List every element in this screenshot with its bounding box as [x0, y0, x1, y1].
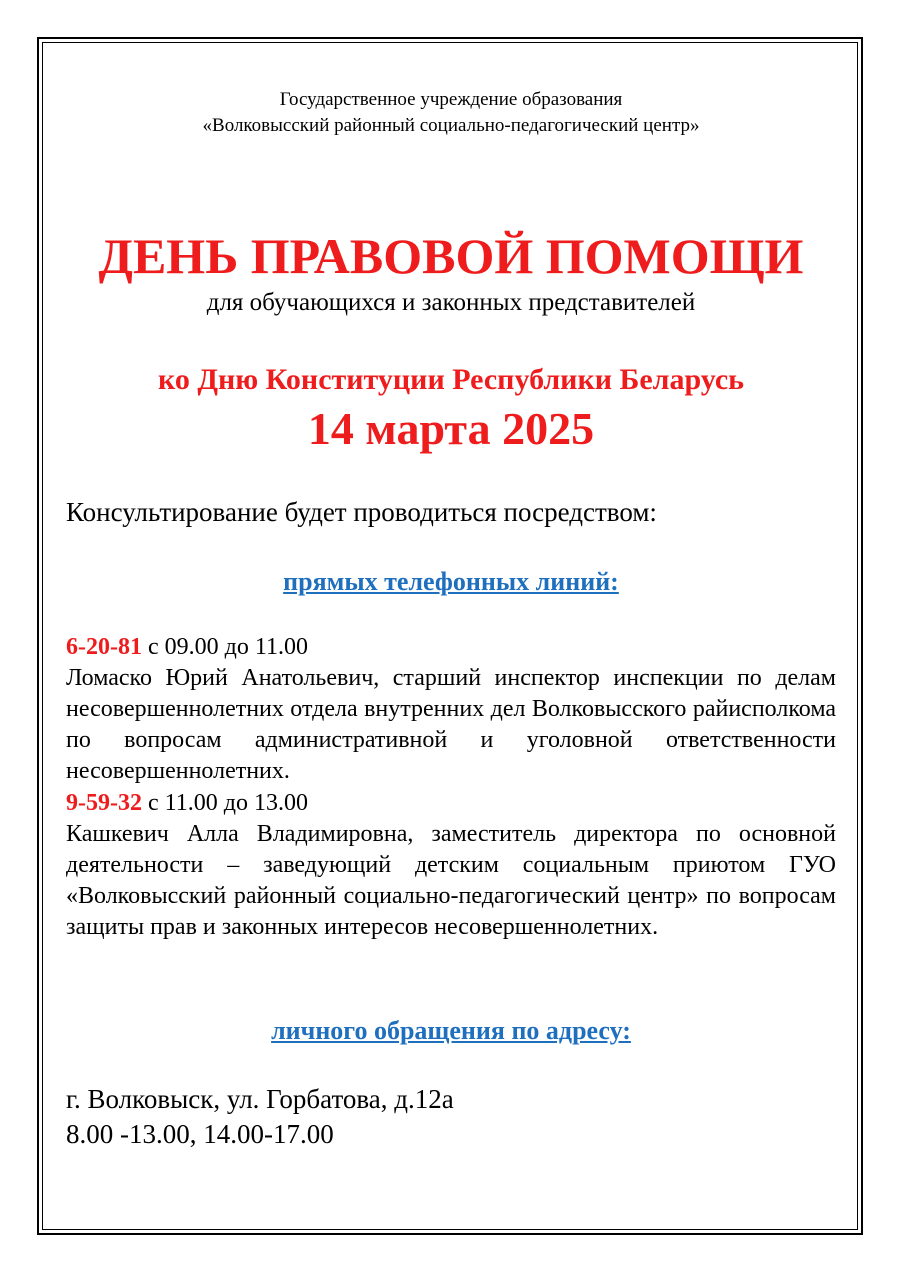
occasion-line: ко Дню Конституции Республики Беларусь [157, 363, 745, 396]
event-date: 14 марта 2025 [307, 403, 595, 454]
phone-entry-2-header [66, 788, 836, 819]
address-section-heading: личного обращения по адресу: [271, 1016, 631, 1045]
address-text: г. Волковыск, ул. Горбатова, д.12а [66, 1084, 454, 1114]
phone-hours: с 11.00 до 13.00 [141, 790, 308, 816]
phone-number[interactable]: 9-59-32 [66, 790, 142, 816]
page-subtitle: для обучающихся и законных представителей [206, 289, 696, 316]
phone-entry-2 [66, 788, 836, 943]
phone-entry-1-header [66, 632, 836, 663]
page-title: ДЕНЬ ПРАВОВОЙ ПОМОЩИ [98, 228, 804, 284]
intro-text: Консультирование будет проводиться посредством: [66, 497, 657, 527]
phone-entry-2-description: Кашкевич Алла Владимировна, заместитель директора по основной деятельности – заведующий детским социальным приютом ГУО «Волковысский районный социально-педагогический центр» по вопросам защиты прав и законных интересов несовершеннолетних. [66, 821, 836, 940]
office-hours: 8.00 -13.00, 14.00-17.00 [66, 1119, 334, 1149]
phone-number[interactable]: 6-20-81 [66, 634, 142, 660]
organization-line-1: Государственное учреждение образования [279, 89, 623, 110]
phone-section-heading: прямых телефонных линий: [283, 567, 619, 596]
phone-entry-1 [66, 632, 836, 787]
phone-entry-1-description: Ломаско Юрий Анатольевич, старший инспектор инспекции по делам несовершеннолетних отдела внутренних дел Волковысского райисполкома по вопросам административной и уголовной ответственности несовершеннолетних. [66, 665, 836, 784]
phone-hours: с 09.00 до 11.00 [141, 634, 308, 660]
organization-line-2: «Волковысский районный социально-педагогический центр» [202, 115, 700, 136]
